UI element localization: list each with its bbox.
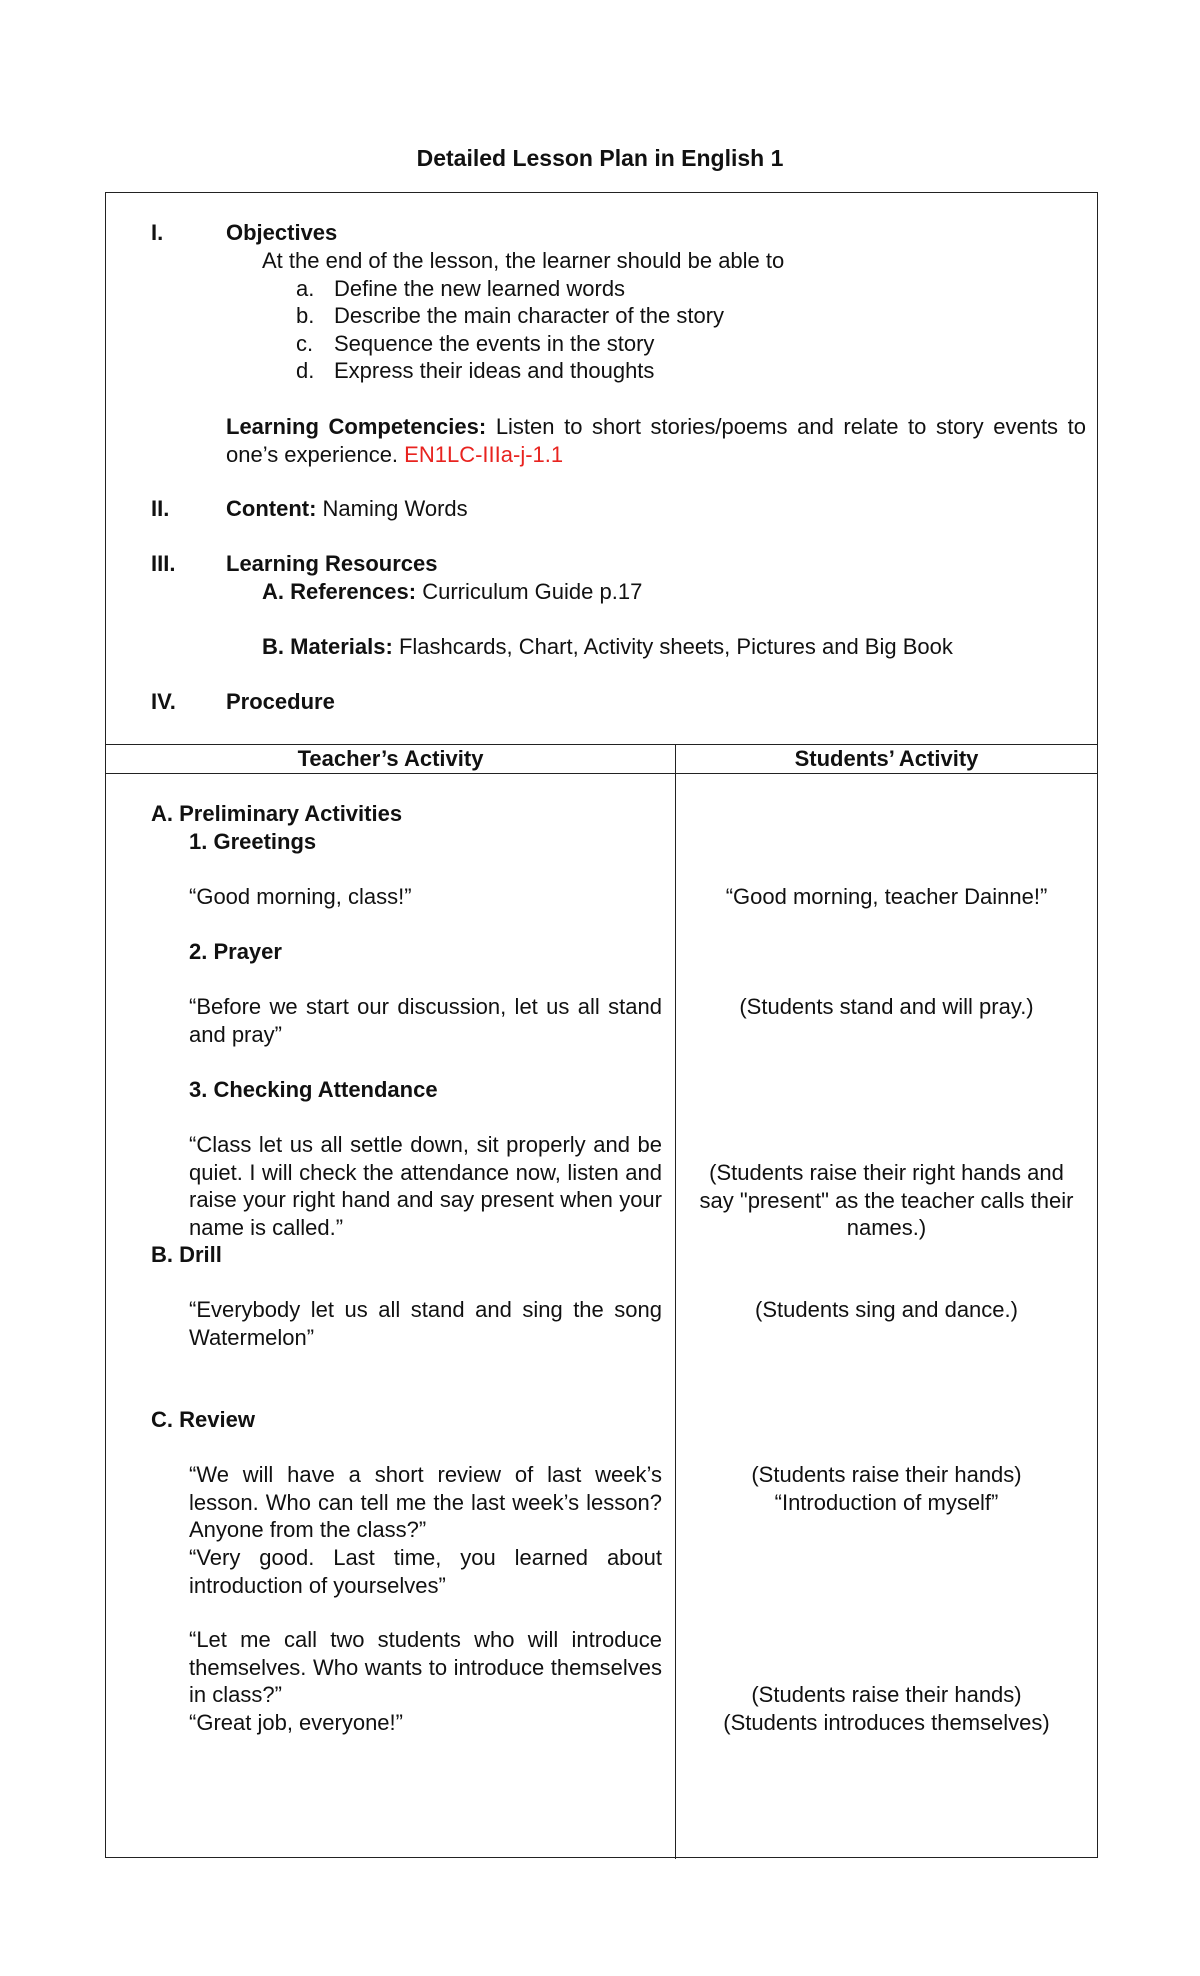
references-line: [262, 578, 642, 606]
references-value: Curriculum Guide p.17: [422, 579, 643, 604]
objective-letter: a.: [296, 276, 315, 301]
prayer-teacher: “Before we start our discussion, let us all stand and pray”: [189, 994, 662, 1047]
learning-competencies: [226, 413, 1086, 468]
section-review: C. Review: [151, 1407, 255, 1432]
competency-code: EN1LC-IIIa-j-1.1: [404, 441, 564, 467]
objective-item: Sequence the events in the story: [334, 331, 655, 356]
item-greetings: 1. Greetings: [189, 829, 317, 854]
document-title: Detailed Lesson Plan in English 1: [416, 145, 784, 171]
resources-heading: Learning Resources: [226, 551, 438, 576]
section-preliminary: A. Preliminary Activities: [151, 801, 403, 826]
prayer-students: (Students stand and will pray.): [739, 994, 1034, 1019]
review-students-introduce: (Students introduces themselves): [723, 1710, 1050, 1735]
objective-letter: d.: [296, 358, 315, 383]
materials-label: B. Materials:: [262, 634, 393, 659]
review-teacher-call: “Let me call two students who will introduce themselves. Who wants to introduce themselves in class?”: [189, 1627, 662, 1707]
content-value: Naming Words: [322, 496, 468, 521]
drill-students: (Students sing and dance.): [755, 1297, 1018, 1322]
attendance-students: (Students raise their right hands and say "present" as the teacher calls their names.): [699, 1160, 1074, 1240]
objective-item: Define the new learned words: [334, 276, 626, 301]
content-line: [226, 495, 468, 523]
review-students-raise-2: (Students raise their hands): [751, 1682, 1022, 1707]
objective-letter: c.: [296, 331, 314, 356]
item-attendance: 3. Checking Attendance: [189, 1077, 438, 1102]
objectives-intro: At the end of the lesson, the learner should be able to: [262, 248, 785, 273]
review-teacher-question: “We will have a short review of last week’s lesson. Who can tell me the last week’s lesson? Anyone from the class?”: [189, 1462, 662, 1542]
review-students-answer: “Introduction of myself”: [774, 1490, 999, 1515]
lesson-plan-frame: [105, 192, 1098, 1858]
objectives-numeral: I.: [151, 220, 164, 245]
resources-numeral: III.: [151, 551, 176, 576]
competencies-text: Listen to short stories/poems and relate to story events to one’s experience.: [226, 414, 1086, 467]
greetings-students: “Good morning, teacher Dainne!”: [725, 884, 1048, 909]
objective-item: Describe the main character of the story: [334, 303, 725, 328]
drill-teacher: “Everybody let us all stand and sing the song Watermelon”: [189, 1297, 662, 1350]
objective-item: Express their ideas and thoughts: [334, 358, 655, 383]
objective-letter: b.: [296, 303, 315, 328]
greetings-teacher: “Good morning, class!”: [189, 884, 412, 909]
review-teacher-praise: “Great job, everyone!”: [189, 1710, 403, 1735]
attendance-teacher: “Class let us all settle down, sit properly and be quiet. I will check the attendance now, listen and raise your right hand and say present when your name is called.”: [189, 1132, 662, 1240]
competencies-label: Learning Competencies:: [226, 414, 487, 439]
materials-line: [262, 633, 953, 661]
content-label: Content:: [226, 496, 317, 521]
table-header-rule: [106, 773, 1097, 774]
materials-value: Flashcards, Chart, Activity sheets, Pictures and Big Book: [398, 634, 953, 659]
content-numeral: II.: [151, 496, 170, 521]
procedure-numeral: IV.: [151, 689, 176, 714]
procedure-heading: Procedure: [226, 689, 335, 714]
references-label: A. References:: [262, 579, 417, 604]
section-drill: B. Drill: [151, 1242, 222, 1267]
review-students-raise: (Students raise their hands): [751, 1462, 1022, 1487]
review-teacher-feedback: “Very good. Last time, you learned about introduction of yourselves”: [189, 1545, 662, 1598]
objectives-heading: Objectives: [226, 220, 338, 245]
item-prayer: 2. Prayer: [189, 939, 282, 964]
students-activity-header: Students’ Activity: [794, 746, 979, 771]
teacher-activity-header: Teacher’s Activity: [297, 746, 484, 771]
